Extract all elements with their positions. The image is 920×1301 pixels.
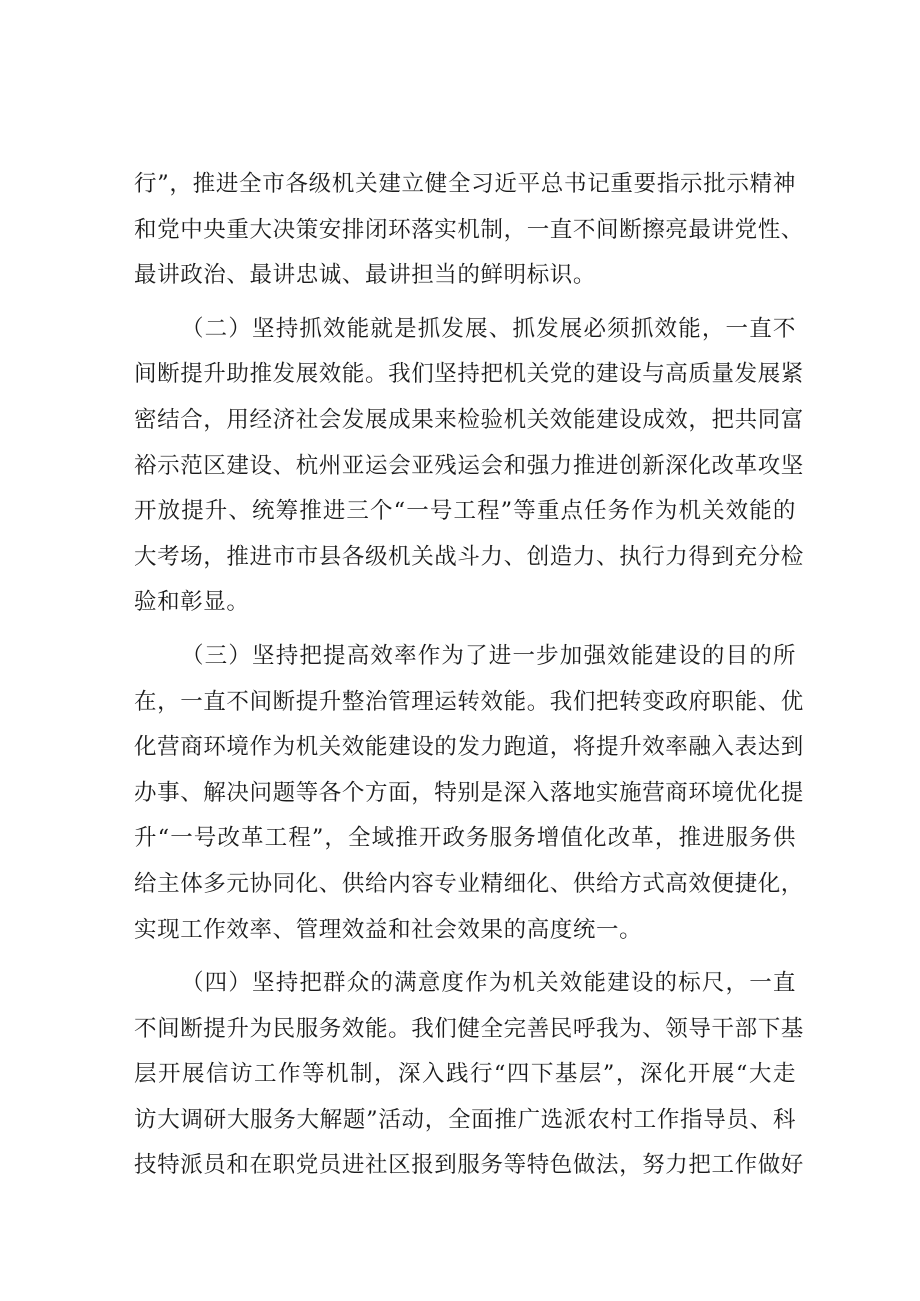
paragraph-p0	[134, 162, 804, 299]
paragraph-gap	[134, 299, 796, 307]
text-line: 升“一号改革工程”，全域推开政务服务增值化改革，推进服务供	[134, 825, 796, 852]
text-line: 访大调研大服务大解题”活动，全面推广选派农村工作指导员、科	[134, 1106, 796, 1133]
paragraph-gap	[134, 626, 796, 634]
paragraph-p1	[134, 307, 804, 626]
text-line: 实现工作效率、管理效益和社会效果的高度统一。	[134, 916, 643, 943]
text-line: 间断提升助推发展效能。我们坚持把机关党的建设与高质量发展紧	[134, 361, 804, 388]
paragraph-gap	[134, 953, 796, 961]
text-line: 化营商环境作为机关效能建设的发力跑道，将提升效率融入表达到	[134, 734, 804, 761]
text-line: 裕示范区建设、杭州亚运会亚残运会和强力推进创新深化改革攻坚	[134, 452, 804, 479]
text-line: 层开展信访工作等机制，深入践行“四下基层”，深化开展“大走	[134, 1061, 796, 1088]
text-line: （四）坚持把群众的满意度作为机关效能建设的标尺，一直	[181, 970, 796, 997]
text-line: 办事、解决问题等各个方面，特别是深入落地实施营商环境优化提	[134, 779, 804, 806]
text-line: 开放提升、统筹推进三个“一号工程”等重点任务作为机关效能的	[134, 498, 796, 525]
text-line: （三）坚持把提高效率作为了进一步加强效能建设的目的所	[181, 642, 796, 669]
paragraph-p2	[134, 634, 804, 953]
text-line: 大考场，推进市市县各级机关战斗力、创造力、执行力得到充分检	[134, 543, 804, 570]
text-line: （二）坚持抓效能就是抓发展、抓发展必须抓效能，一直不	[181, 315, 796, 342]
text-line: 和党中央重大决策安排闭环落实机制，一直不间断擦亮最讲党性、	[134, 216, 804, 243]
text-line: 在，一直不间断提升整治管理运转效能。我们把转变政府职能、优	[134, 688, 804, 715]
text-line: 不间断提升为民服务效能。我们健全完善民呼我为、领导干部下基	[134, 1015, 804, 1042]
text-line: 行”，推进全市各级机关建立健全习近平总书记重要指示批示精神	[134, 171, 796, 197]
document-page	[134, 162, 804, 1189]
text-line: 验和彰显。	[134, 589, 250, 616]
text-line: 密结合，用经济社会发展成果来检验机关效能建设成效，把共同富	[134, 406, 804, 433]
text-line: 技特派员和在职党员进社区报到服务等特色做法，努力把工作做好	[134, 1152, 804, 1179]
paragraph-p3	[134, 961, 804, 1189]
text-line: 最讲政治、最讲忠诚、最讲担当的鲜明标识。	[134, 262, 597, 289]
text-line: 给主体多元协同化、供给内容专业精细化、供给方式高效便捷化，	[134, 870, 804, 897]
